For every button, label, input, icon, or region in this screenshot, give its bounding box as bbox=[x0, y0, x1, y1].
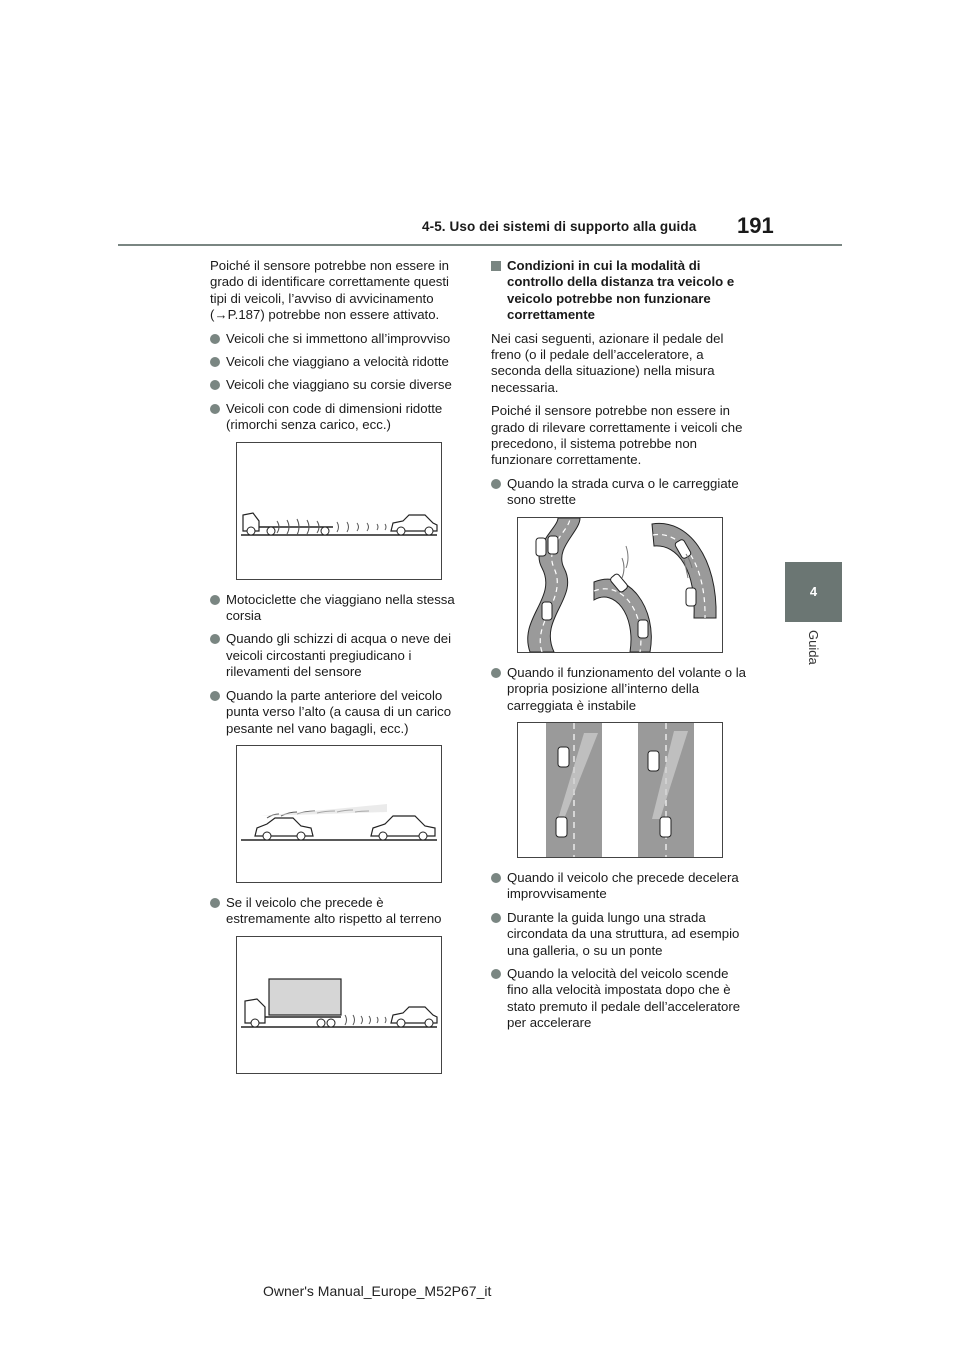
list-item: Veicoli che viaggiano su corsie diverse bbox=[210, 377, 466, 393]
right-column bbox=[491, 258, 753, 1039]
list-item: Quando gli schizzi di acqua o neve dei veicoli circostanti pregiudicano i rilevamenti del sensore bbox=[210, 631, 466, 680]
intro-paragraph: Poiché il sensore potrebbe non essere in grado di identificare correttamente questi tipi di veicoli, l’avviso di avvicinamento (→P.187) potrebbe non essere attivato. bbox=[210, 258, 449, 323]
section-heading: Condizioni in cui la modalità di controllo della distanza tra veicolo e veicolo potrebbe non funzionare correttamente bbox=[491, 258, 753, 324]
list-item: Quando la velocità del veicolo scende fino alla velocità impostata dopo che è stato premuto il pedale dell’acceleratore per accelerare bbox=[491, 966, 753, 1032]
header-divider bbox=[118, 244, 842, 246]
paragraph: Poiché il sensore potrebbe non essere in grado di rilevare correttamente i veicoli che precedono, il sistema potrebbe non funzionare correttamente. bbox=[491, 403, 743, 468]
illustration-trailer bbox=[236, 442, 442, 580]
illustration-curves bbox=[517, 517, 723, 653]
list-item: Veicoli con code di dimensioni ridotte (rimorchi senza carico, ecc.) bbox=[210, 401, 466, 434]
list-item: Motociclette che viaggiano nella stessa corsia bbox=[210, 592, 466, 625]
illustration-high-vehicle bbox=[236, 936, 442, 1074]
list-item: Quando la strada curva o le carreggiate sono strette bbox=[491, 476, 753, 509]
list-item: Se il veicolo che precede è estremamente alto rispetto al terreno bbox=[210, 895, 466, 928]
page-number: 191 bbox=[737, 213, 774, 238]
list-item: Veicoli che si immettono all’improvviso bbox=[210, 331, 466, 347]
footer-text: Owner's Manual_Europe_M52P67_it bbox=[263, 1283, 492, 1299]
left-column bbox=[210, 258, 466, 1086]
list-item: Quando il veicolo che precede decelera improvvisamente bbox=[491, 870, 753, 903]
list-item: Quando il funzionamento del volante o la propria posizione all’interno della carreggiata è instabile bbox=[491, 665, 753, 714]
chapter-tab: 4 bbox=[785, 562, 842, 622]
illustration-unstable-steering bbox=[517, 722, 723, 858]
list-item: Veicoli che viaggiano a velocità ridotte bbox=[210, 354, 466, 370]
list-item: Quando la parte anteriore del veicolo punta verso l’alto (a causa di un carico pesante nel vano bagagli, ecc.) bbox=[210, 688, 466, 737]
chapter-label: Guida bbox=[806, 630, 821, 665]
section-title: 4-5. Uso dei sistemi di supporto alla guida bbox=[422, 219, 697, 234]
list-item: Durante la guida lungo una strada circondata da una struttura, ad esempio una galleria, o su un ponte bbox=[491, 910, 753, 959]
paragraph: Nei casi seguenti, azionare il pedale del freno (o il pedale dell’acceleratore, a seconda della situazione) nella misura necessaria. bbox=[491, 330, 724, 395]
illustration-raised-front bbox=[236, 745, 442, 883]
